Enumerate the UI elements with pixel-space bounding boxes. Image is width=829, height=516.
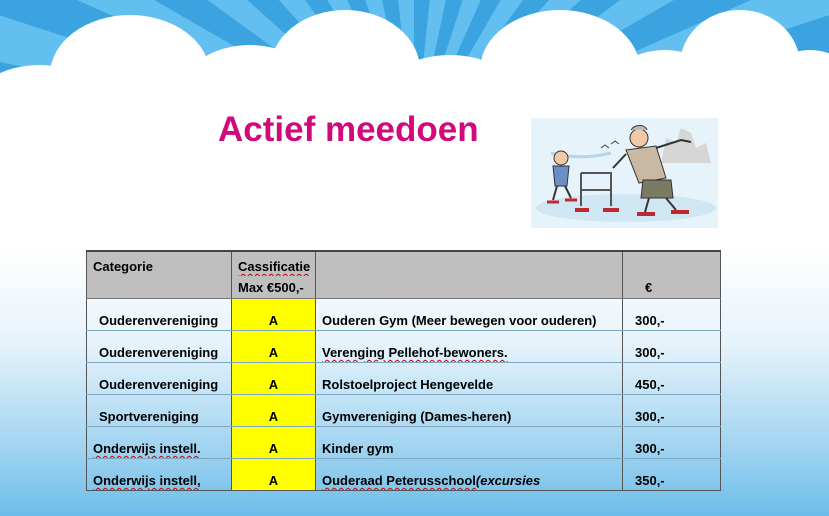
table-subheader-row bbox=[87, 276, 721, 299]
table-row bbox=[87, 395, 721, 427]
header-classificatie: Cassificatie bbox=[232, 251, 316, 276]
subheader-max: Max €500,- bbox=[232, 276, 316, 299]
row-omschrijving: Kinder gym bbox=[316, 427, 623, 459]
row-categorie: Ouderenvereniging bbox=[87, 363, 232, 395]
row-categorie: Ouderenvereniging bbox=[87, 331, 232, 363]
row-omschrijving bbox=[316, 459, 623, 491]
header-bedrag bbox=[623, 251, 721, 276]
row-classificatie: A bbox=[232, 395, 316, 427]
row-bedrag: 300,- bbox=[623, 299, 721, 331]
row-categorie: Onderwijs instell. bbox=[87, 427, 232, 459]
subsidy-table bbox=[86, 250, 721, 491]
table-row bbox=[87, 363, 721, 395]
row-bedrag: 300,- bbox=[623, 395, 721, 427]
row-bedrag: 350,- bbox=[623, 459, 721, 491]
row-bedrag: 450,- bbox=[623, 363, 721, 395]
row-categorie: Ouderenvereniging bbox=[87, 299, 232, 331]
row-classificatie: A bbox=[232, 363, 316, 395]
subheader-empty bbox=[87, 276, 232, 299]
row-omschrijving-extra: (excursies bbox=[475, 473, 541, 488]
table-row bbox=[87, 331, 721, 363]
row-bedrag: 300,- bbox=[623, 331, 721, 363]
table-row bbox=[87, 427, 721, 459]
row-classificatie: A bbox=[232, 299, 316, 331]
header-omschrijving bbox=[316, 251, 623, 276]
row-categorie: Onderwijs instell, bbox=[87, 459, 232, 491]
row-omschrijving: Gymvereniging (Dames-heren) bbox=[316, 395, 623, 427]
row-omschrijving: Ouderen Gym (Meer bewegen voor ouderen) bbox=[316, 299, 623, 331]
subheader-empty-2 bbox=[316, 276, 623, 299]
header-categorie: Categorie bbox=[87, 251, 232, 276]
row-omschrijving: Verenging Pellehof-bewoners. bbox=[316, 331, 623, 363]
row-omschrijving: Rolstoelproject Hengevelde bbox=[316, 363, 623, 395]
row-classificatie: A bbox=[232, 459, 316, 491]
row-classificatie: A bbox=[232, 331, 316, 363]
skaters-illustration bbox=[531, 118, 718, 228]
row-categorie: Sportvereniging bbox=[87, 395, 232, 427]
table-row bbox=[87, 299, 721, 331]
table-row bbox=[87, 459, 721, 491]
table-header-row bbox=[87, 251, 721, 276]
row-classificatie: A bbox=[232, 427, 316, 459]
row-omschrijving-text: Ouderaad Peterusschool bbox=[322, 473, 476, 488]
page-title: Actief meedoen bbox=[218, 110, 479, 149]
row-bedrag: 300,- bbox=[623, 427, 721, 459]
skating-elderly-icon bbox=[531, 118, 718, 228]
subheader-euro: € bbox=[623, 276, 721, 299]
